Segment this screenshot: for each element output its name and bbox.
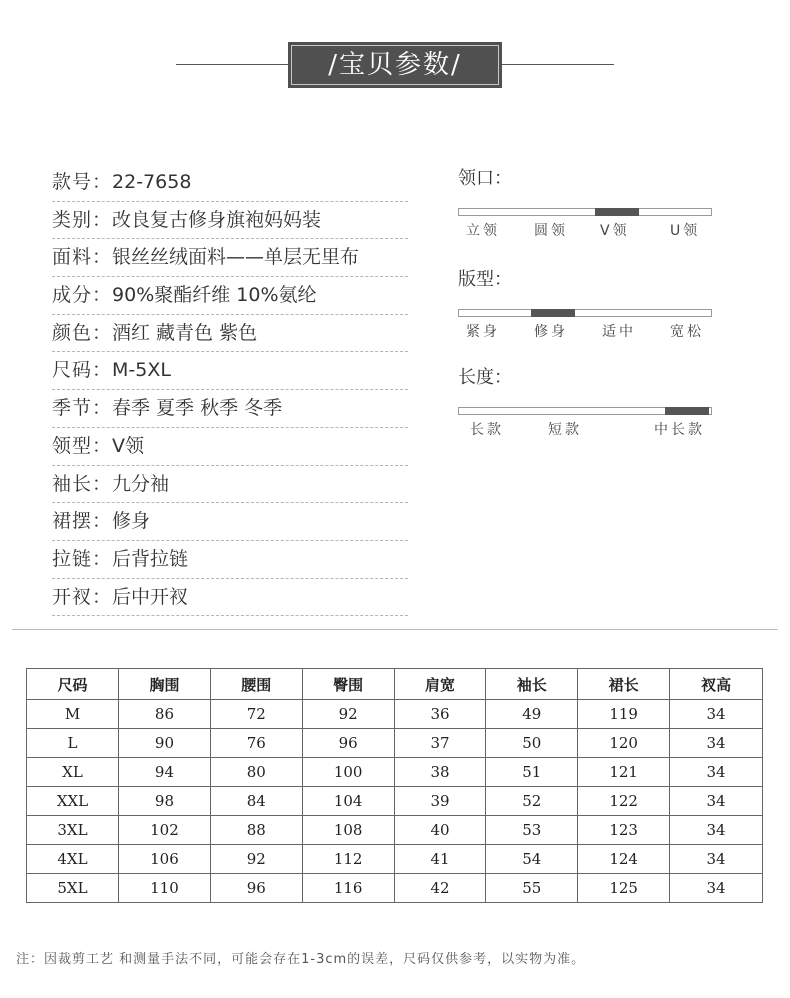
table-cell: 106 [118, 845, 210, 874]
table-cell: 34 [670, 787, 763, 816]
spec-length-option: 短款 [548, 422, 582, 438]
param-label: 季节： [52, 397, 113, 420]
spec-fit-title: 版型： [458, 269, 512, 290]
table-row [27, 816, 763, 845]
param-value: 后背拉链 [112, 547, 189, 570]
table-cell: 96 [210, 874, 302, 903]
param-value: 酒红 藏青色 紫色 [112, 321, 258, 344]
table-cell: XXL [27, 787, 119, 816]
spec-length-options [458, 419, 712, 441]
spec-length-title: 长度： [458, 367, 512, 388]
table-cell: 112 [302, 845, 394, 874]
table-cell: 34 [670, 758, 763, 787]
table-cell: 39 [394, 787, 486, 816]
table-cell: 124 [578, 845, 670, 874]
section-divider [12, 629, 778, 630]
spec-collar-option: V领 [600, 223, 630, 239]
param-label: 成分： [52, 284, 113, 307]
table-cell: 42 [394, 874, 486, 903]
table-cell: 34 [670, 700, 763, 729]
table-cell: 102 [118, 816, 210, 845]
table-cell: 122 [578, 787, 670, 816]
table-cell: 54 [486, 845, 578, 874]
param-composition [52, 277, 408, 315]
spec-length-bar [458, 407, 712, 415]
param-value: 银丝丝绒面料——单层无里布 [112, 246, 360, 269]
table-cell: 4XL [27, 845, 119, 874]
spec-collar-options [458, 220, 712, 242]
spec-fit-option: 适中 [602, 324, 636, 340]
param-category [52, 202, 408, 240]
table-cell: 51 [486, 758, 578, 787]
param-color [52, 315, 408, 353]
table-cell: 34 [670, 729, 763, 758]
spec-fit-option: 紧身 [466, 324, 500, 340]
table-row [27, 758, 763, 787]
table-cell: 121 [578, 758, 670, 787]
table-header-cell: 裙长 [578, 669, 670, 700]
param-value: 春季 夏季 秋季 冬季 [112, 397, 283, 420]
param-value: 22-7658 [112, 171, 192, 193]
param-label: 面料： [52, 246, 113, 269]
table-cell: 94 [118, 758, 210, 787]
param-label: 颜色： [52, 321, 113, 344]
param-slit [52, 579, 408, 617]
table-header-cell: 尺码 [27, 669, 119, 700]
title-divider-right [502, 64, 614, 65]
table-cell: L [27, 729, 119, 758]
param-label: 类别： [52, 208, 113, 231]
table-cell: M [27, 700, 119, 729]
product-params-list [52, 164, 408, 616]
param-hem [52, 503, 408, 541]
table-cell: 40 [394, 816, 486, 845]
spec-length [458, 365, 712, 441]
table-header-cell: 腰围 [210, 669, 302, 700]
param-value: 改良复古修身旗袍妈妈装 [112, 208, 322, 231]
spec-fit-options [458, 321, 712, 343]
param-value: V领 [112, 434, 145, 457]
spec-collar-indicator [595, 208, 639, 216]
spec-length-option: 长款 [470, 422, 504, 438]
spec-collar-option: 圆领 [534, 223, 568, 239]
table-cell: 36 [394, 700, 486, 729]
table-cell: 92 [210, 845, 302, 874]
param-label: 裙摆： [52, 510, 113, 533]
spec-collar-bar [458, 208, 712, 216]
param-label: 款号： [52, 171, 113, 193]
param-value: 九分袖 [112, 472, 170, 495]
param-neckline [52, 428, 408, 466]
title-banner [0, 40, 790, 88]
spec-collar-title: 领口： [458, 168, 512, 189]
table-row [27, 874, 763, 903]
table-cell: XL [27, 758, 119, 787]
param-value: 修身 [112, 510, 151, 533]
table-cell: 110 [118, 874, 210, 903]
table-cell: 34 [670, 816, 763, 845]
spec-length-indicator [665, 407, 709, 415]
table-row [27, 700, 763, 729]
param-label: 领型： [52, 434, 113, 457]
title-box [288, 42, 502, 88]
table-row [27, 787, 763, 816]
param-fabric [52, 239, 408, 277]
table-header-row [27, 669, 763, 700]
spec-fit-bar [458, 309, 712, 317]
table-cell: 34 [670, 845, 763, 874]
table-cell: 34 [670, 874, 763, 903]
table-header-cell: 袖长 [486, 669, 578, 700]
param-style-no [52, 164, 408, 202]
table-cell: 92 [302, 700, 394, 729]
table-cell: 49 [486, 700, 578, 729]
param-season [52, 390, 408, 428]
param-label: 拉链： [52, 547, 113, 570]
table-cell: 90 [118, 729, 210, 758]
table-cell: 96 [302, 729, 394, 758]
table-cell: 52 [486, 787, 578, 816]
table-cell: 88 [210, 816, 302, 845]
table-cell: 76 [210, 729, 302, 758]
spec-fit [458, 267, 712, 343]
param-sleeve [52, 466, 408, 504]
table-row [27, 729, 763, 758]
table-cell: 38 [394, 758, 486, 787]
table-cell: 120 [578, 729, 670, 758]
table-header-cell: 胸围 [118, 669, 210, 700]
param-size [52, 352, 408, 390]
title-divider-left [176, 64, 288, 65]
table-cell: 5XL [27, 874, 119, 903]
table-cell: 98 [118, 787, 210, 816]
table-header-cell: 肩宽 [394, 669, 486, 700]
table-cell: 123 [578, 816, 670, 845]
spec-fit-option: 宽松 [670, 324, 704, 340]
param-zipper [52, 541, 408, 579]
size-disclaimer-note: 注：因裁剪工艺 和测量手法不同，可能会存在1-3cm的误差，尺码仅供参考，以实物为准。 [16, 952, 586, 967]
size-chart-table [26, 668, 763, 903]
table-row [27, 845, 763, 874]
table-cell: 53 [486, 816, 578, 845]
table-cell: 41 [394, 845, 486, 874]
table-header-cell: 衩高 [670, 669, 763, 700]
table-cell: 116 [302, 874, 394, 903]
param-value: 后中开衩 [112, 585, 189, 608]
table-cell: 37 [394, 729, 486, 758]
spec-fit-option: 修身 [534, 324, 568, 340]
spec-length-option: 中长款 [654, 422, 705, 438]
table-cell: 84 [210, 787, 302, 816]
param-label: 尺码： [52, 359, 113, 382]
table-cell: 86 [118, 700, 210, 729]
spec-collar [458, 166, 712, 242]
table-cell: 55 [486, 874, 578, 903]
spec-collar-option: 立领 [466, 223, 500, 239]
page-title: /宝贝参数/ [291, 45, 499, 85]
spec-fit-indicator [531, 309, 575, 317]
table-cell: 125 [578, 874, 670, 903]
table-cell: 119 [578, 700, 670, 729]
param-label: 袖长： [52, 472, 113, 495]
param-label: 开衩： [52, 585, 113, 608]
table-cell: 80 [210, 758, 302, 787]
table-cell: 108 [302, 816, 394, 845]
table-header-cell: 臀围 [302, 669, 394, 700]
param-value: M-5XL [112, 359, 171, 382]
table-cell: 50 [486, 729, 578, 758]
param-value: 90%聚酯纤维 10%氨纶 [112, 284, 317, 307]
spec-collar-option: U领 [670, 223, 701, 239]
table-cell: 3XL [27, 816, 119, 845]
table-cell: 104 [302, 787, 394, 816]
table-cell: 72 [210, 700, 302, 729]
table-cell: 100 [302, 758, 394, 787]
